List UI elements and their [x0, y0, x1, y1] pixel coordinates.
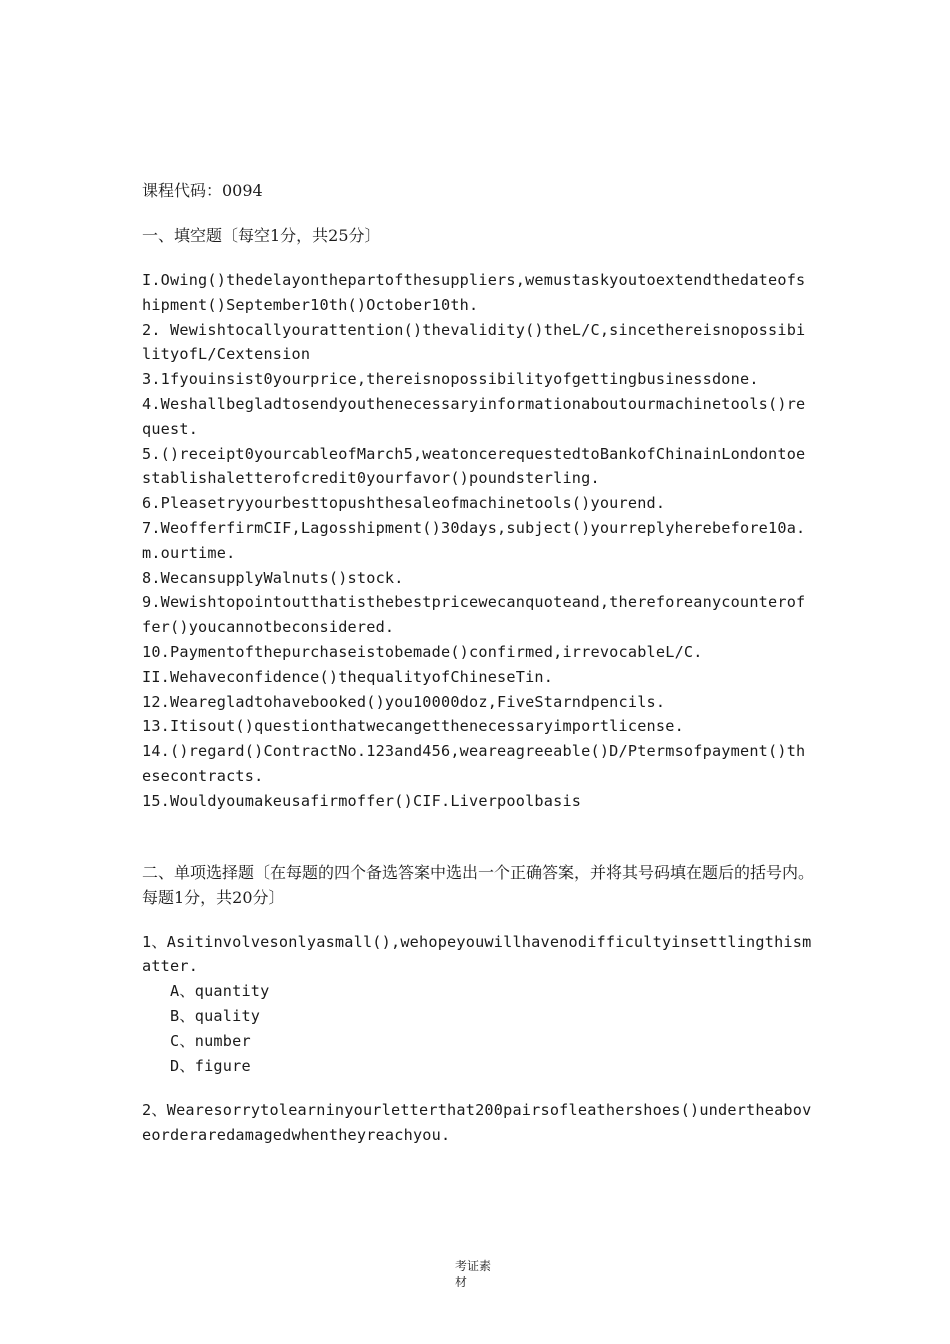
fill-blank-item: 3.1fyouinsist0yourprice,thereisnopossibilityofgettingbusinessdone.	[142, 370, 759, 389]
fill-blank-item: 10.Paymentofthepurchaseistobemade()confirmed,irrevocableL/C.	[142, 642, 703, 661]
footer-line-2: 材	[455, 1275, 468, 1289]
option-a: A、quantity	[170, 982, 270, 1001]
fill-blank-item: 4.Weshallbegladtosendyouthenecessaryinformationaboutourmachinetools()request.	[142, 394, 806, 438]
fill-blank-item: 6.Pleasetryyourbesttopushthesaleofmachinetools()yourend.	[142, 494, 666, 513]
option-c: C、number	[170, 1031, 251, 1050]
fill-blank-list	[142, 268, 814, 814]
fill-blank-item: 9.Wewishtopointoutthatisthebestpricewecanquoteand,thereforeanycounteroffer()youcannotbeconsidered.	[142, 593, 806, 637]
page-footer	[0, 1258, 950, 1290]
fill-blank-item: 14.()regard()ContractNo.123and456,weareagreeable()D/Ptermsofpayment()thesecontracts.	[142, 742, 806, 785]
fill-blank-item: II.Wehaveconfidence()thequalityofChineseTin.	[142, 667, 554, 686]
fill-blank-item: I.Owing()thedelayonthepartofthesuppliers,wemustaskyoutoextendthedateofshipment()September10th()October10th.	[142, 271, 806, 314]
fill-blank-item: 8.WecansupplyWalnuts()stock.	[142, 568, 404, 587]
course-code: 课程代码：0094	[142, 181, 263, 200]
multiple-choice-question	[142, 1098, 814, 1148]
fill-blank-item: 15.Wouldyoumakeusafirmoffer()CIF.Liverpoolbasis	[142, 791, 582, 810]
section-2-title: 二、单项选择题〔在每题的四个备选答案中选出一个正确答案，并将其号码填在题后的括号内。每题1分，共20分〕	[142, 862, 815, 907]
document-page	[142, 178, 814, 1168]
fill-blank-item: 2. Wewishtocallyourattention()thevalidity()theL/C,sincethereisnopossibilityofL/Cextension	[142, 320, 806, 364]
question-stem: 2、Wearesorrytolearninyourletterthat200pairsofleathershoes()undertheaboveorderaredamagedwhentheyreachyou.	[142, 1101, 812, 1145]
question-stem: 1、Asitinvolvesonlyasmall(),wehopeyouwillhavenodifficultyinsettlingthismatter.	[142, 932, 812, 976]
multiple-choice-question	[142, 930, 814, 1079]
fill-blank-item: 5.()receipt0yourcableofMarch5,weatoncerequestedtoBankofChinainLondontoestablishaletterofcredit0yourfavor()poundsterling.	[142, 444, 806, 488]
section-2	[142, 860, 814, 1148]
section-1-title: 一、填空题〔每空1分，共25分〕	[142, 226, 381, 245]
fill-blank-item: 13.Itisout()questionthatwecangetthenecessaryimportlicense.	[142, 717, 684, 736]
footer-line-1: 考证素	[455, 1259, 492, 1273]
fill-blank-item: 7.WeofferfirmCIF,Lagosshipment()30days,subject()yourreplyherebefore10a.m.ourtime.	[142, 518, 806, 562]
option-b: B、quality	[170, 1006, 261, 1025]
option-d: D、figure	[170, 1056, 251, 1075]
fill-blank-item: 12.Wearegladtohavebooked()you10000doz,FiveStarndpencils.	[142, 692, 666, 711]
